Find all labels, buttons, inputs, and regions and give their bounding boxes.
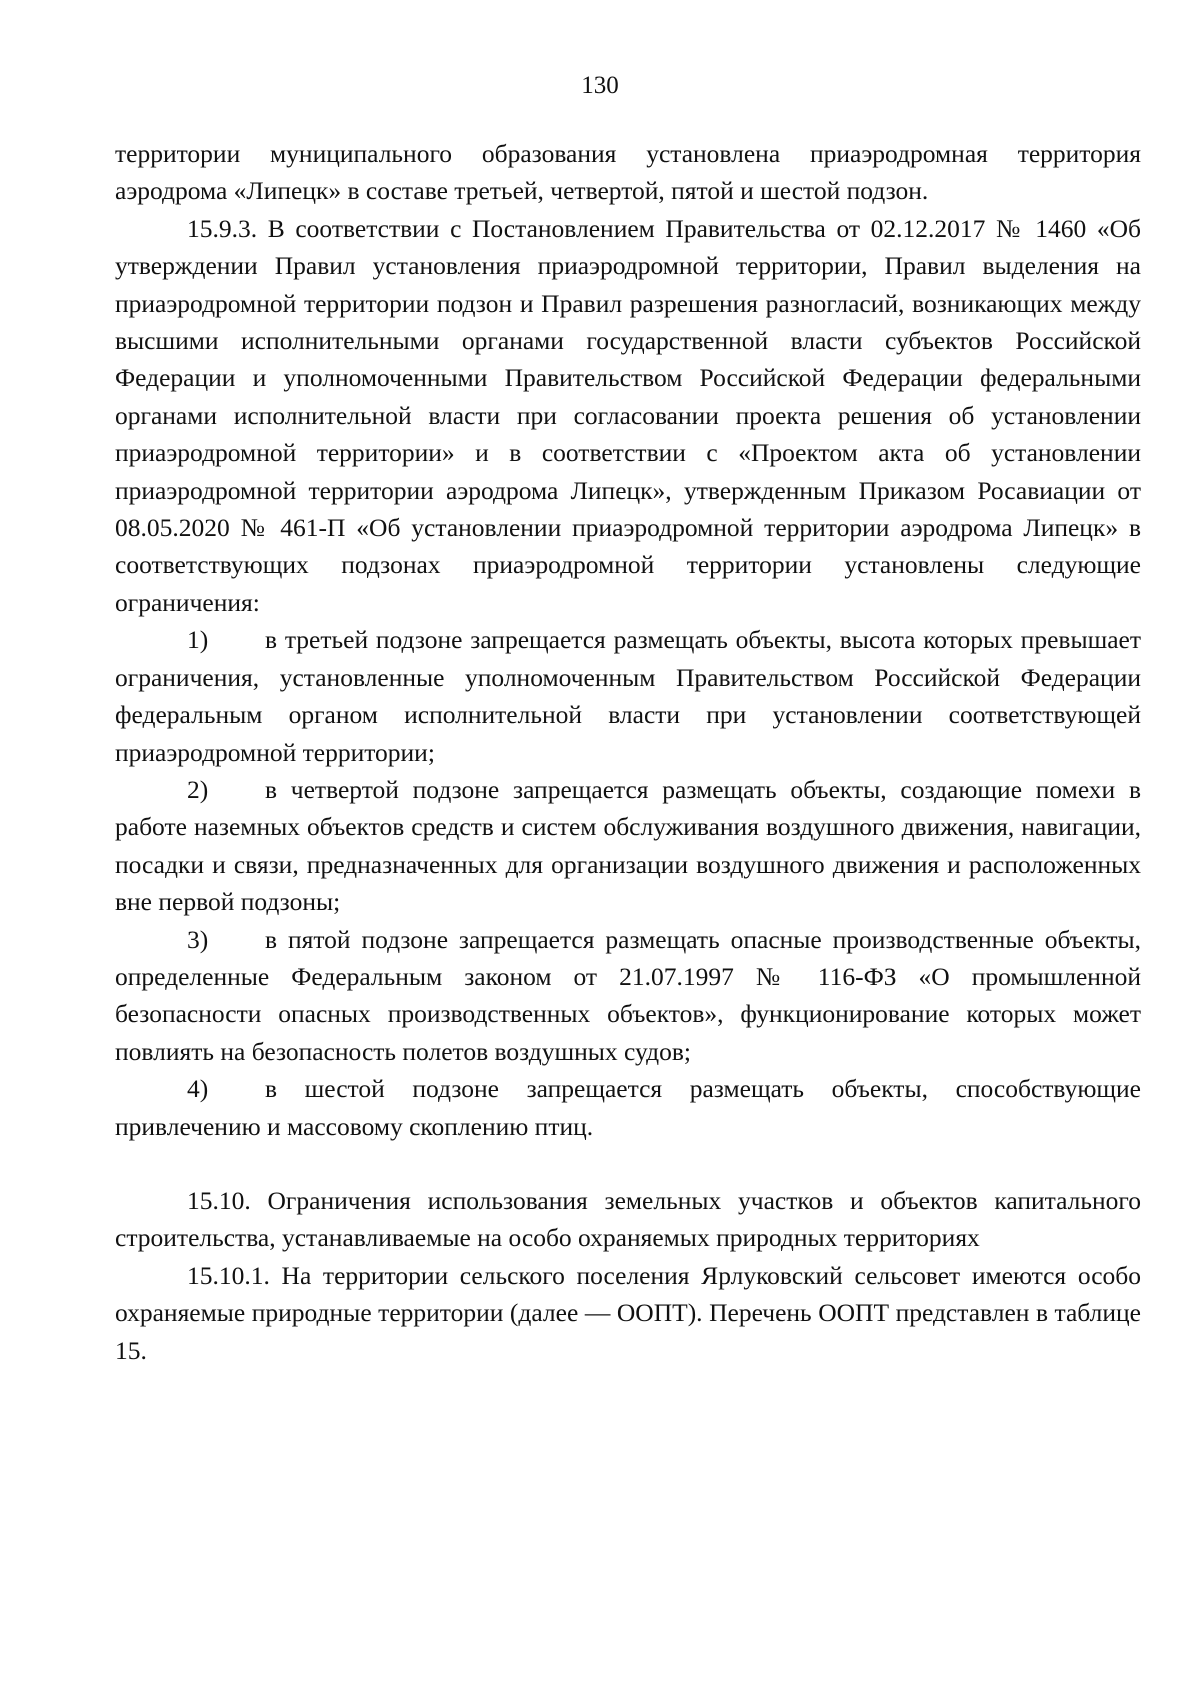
page-number: 130 — [581, 72, 619, 99]
list-item-2 — [115, 771, 1141, 921]
paragraph-15-10-1: 15.10.1. На территории сельского поселения Ярлуковский сельсовет имеются особо охраняемые природные территории (далее — ООПТ). Перечень ООПТ представлен в таблице 15. — [115, 1260, 1141, 1365]
paragraph-spacer — [115, 1145, 1141, 1182]
paragraph-15-9-3: 15.9.3. В соответствии с Постановлением Правительства от 02.12.2017 № 1460 «Об утверждении Правил установления приаэродромной территории, Правил выделения на приаэродромной территории подзон и Правил разрешения разногласий, возникающих между высшими исполнительными органами государственной власти субъектов Российской Федерации и уполномоченными Правительством Российской Федерации федеральными органами исполнительной власти при согласовании проекта решения об установлении приаэродромной территории» и в соответствии с «Проектом акта об установлении приаэродромной территории аэродрома Липецк», утвержденным Приказом Росавиации от 08.05.2020 № 461-П «Об установлении приаэродромной территории аэродрома Липецк» в соответствующих подзонах приаэродромной территории установлены следующие ограничения: — [115, 213, 1141, 617]
list-item-number: 4) — [187, 1074, 209, 1104]
list-item-number: 2) — [187, 774, 209, 804]
list-item-4 — [115, 1070, 1141, 1145]
list-item-text: в четвертой подзоне запрещается размещать объекты, создающие помехи в работе наземных объектов средств и систем обслуживания воздушного движения, навигации, посадки и связи, предназначенных для организации воздушного движения и расположенных вне первой подзоны; — [115, 774, 1141, 917]
list-item-number: 1) — [187, 625, 209, 655]
list-item-text: в пятой подзоне запрещается размещать опасные производственные объекты, определенные Федеральным законом от 21.07.1997 № 116-ФЗ «О промышленной безопасности опасных производственных объектов», функционирование которых может повлиять на безопасность полетов воздушных судов; — [115, 924, 1141, 1066]
document-body — [115, 135, 1141, 1369]
list-item-1 — [115, 621, 1141, 771]
section-heading-15-10: 15.10. Ограничения использования земельных участков и объектов капитального строительства, устанавливаемые на особо охраняемых природных территориях — [115, 1185, 1141, 1253]
list-item-text: в шестой подзоне запрещается размещать объекты, способствующие привлечению и массовому скоплению птиц. — [115, 1074, 1141, 1141]
paragraph-continuation: территории муниципального образования установлена приаэродромная территория аэродрома «Липецк» в составе третьей, четвертой, пятой и шестой подзон. — [115, 139, 1141, 206]
list-item-3 — [115, 921, 1141, 1071]
list-item-text: в третьей подзоне запрещается размещать объекты, высота которых превышает ограничения, установленные уполномоченным Правительством Российской Федерации федеральным органом исполнительной власти при установлении соответствующей приаэродромной территории; — [115, 625, 1141, 767]
list-item-number: 3) — [187, 924, 209, 954]
